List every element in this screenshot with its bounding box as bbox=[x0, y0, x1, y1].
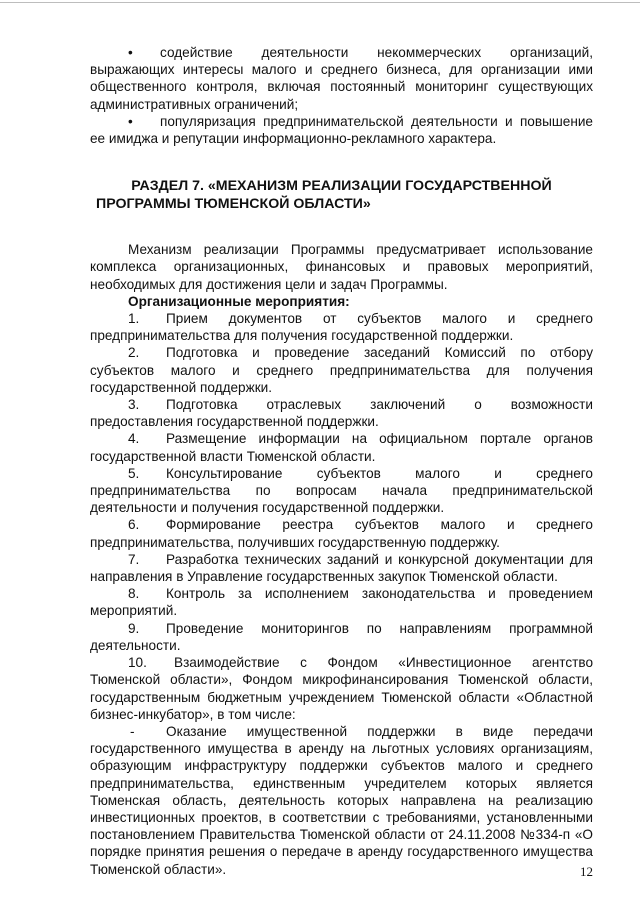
item-text: Подготовка и проведение заседаний Комиссий по отбору субъектов малого и среднего предпринимательства для получения государственной поддержки. bbox=[90, 345, 593, 395]
item-text: Размещение информации на официальном портале органов государственной власти Тюменской области. bbox=[90, 431, 593, 464]
subheading: Организационные мероприятия: bbox=[128, 293, 350, 309]
bullet-text: популяризация предпринимательской деятельности и повышение ее имиджа и репутации информационно-рекламного характера. bbox=[90, 113, 593, 147]
bullet-marker: • bbox=[128, 113, 133, 129]
item-text: Разработка технических заданий и конкурсной документации для направления в Управление государственных закупок Тюменской области. bbox=[90, 551, 593, 585]
top-rule bbox=[0, 2, 640, 3]
list-item bbox=[90, 396, 593, 430]
bullet-item bbox=[90, 113, 593, 147]
item-text: Взаимодействие с Фондом «Инвестиционное агентство Тюменской области», Фондом микрофинансирования Тюменской области, государственным бюджетным учреждением Тюменской области «Областной бизнес-инкубатор», в том числе: bbox=[90, 655, 593, 722]
item-number: 4. bbox=[128, 431, 140, 447]
list-item bbox=[90, 585, 593, 619]
item-number: 9. bbox=[128, 620, 140, 636]
list-item bbox=[90, 516, 593, 550]
list-item bbox=[90, 551, 593, 585]
item-number: 1. bbox=[128, 311, 140, 327]
item-number: 8. bbox=[128, 586, 140, 602]
document-body bbox=[90, 44, 593, 878]
list-item bbox=[90, 620, 593, 654]
item-number: 3. bbox=[128, 397, 140, 413]
list-item bbox=[90, 654, 593, 723]
bullet-marker: • bbox=[128, 45, 133, 60]
list-item bbox=[90, 344, 593, 396]
bullet-item bbox=[90, 44, 593, 113]
list-item bbox=[90, 465, 593, 517]
item-text: Проведение мониторингов по направлениям программной деятельности. bbox=[90, 620, 593, 653]
page-number: 12 bbox=[580, 864, 593, 879]
item-text: Консультирование субъектов малого и среднего предпринимательства по вопросам начала предпринимательской деятельности и получения государственной поддержки. bbox=[90, 465, 593, 516]
list-item bbox=[90, 310, 593, 344]
item-number: 2. bbox=[128, 345, 140, 361]
dash-marker: - bbox=[130, 723, 135, 739]
item-number: 5. bbox=[128, 465, 140, 481]
item-number: 6. bbox=[128, 517, 140, 533]
section-title: РАЗДЕЛ 7. «МЕХАНИЗМ РЕАЛИЗАЦИИ ГОСУДАРСТВЕННОЙ ПРОГРАММЫ ТЮМЕНСКОЙ ОБЛАСТИ» bbox=[96, 178, 552, 213]
dash-item bbox=[90, 723, 593, 878]
item-text: Подготовка отраслевых заключений о возможности предоставления государственной поддержки. bbox=[90, 397, 593, 430]
item-number: 7. bbox=[128, 551, 140, 567]
dash-text: Оказание имущественной поддержки в виде передачи государственного имущества в аренду на льготных условиях организациям, образующим инфраструктуру поддержки субъектов малого и среднего предпринимательства, единственным учредителем которых является Тюменская область, деятельность которых направлена на реализацию инвестиционных проектов, в соответствии с требованиями, установленными постановлением Правительства Тюменской области от 24.11.2008 №334-п «О порядке принятия решения о передаче в аренду государственного имущества Тюменской области». bbox=[90, 723, 593, 877]
list-item bbox=[90, 430, 593, 464]
item-text: Контроль за исполнением законодательства и проведением мероприятий. bbox=[90, 586, 593, 619]
item-text: Формирование реестра субъектов малого и среднего предпринимательства, получивших государственную поддержку. bbox=[90, 517, 593, 550]
item-number: 10. bbox=[128, 655, 147, 671]
section-intro: Механизм реализации Программы предусматривает использование комплекса организационных, финансовых и правовых мероприятий, необходимых для достижения цели и задач Программы. bbox=[90, 242, 593, 292]
bullet-text: содействие деятельности некоммерческих организаций, выражающих интересы малого и среднего бизнеса, для организации ими общественного контроля, включая постоянный мониторинг существующих административных ограничений; bbox=[90, 45, 593, 112]
item-text: Прием документов от субъектов малого и среднего предпринимательства для получения государственной поддержки. bbox=[90, 311, 593, 344]
